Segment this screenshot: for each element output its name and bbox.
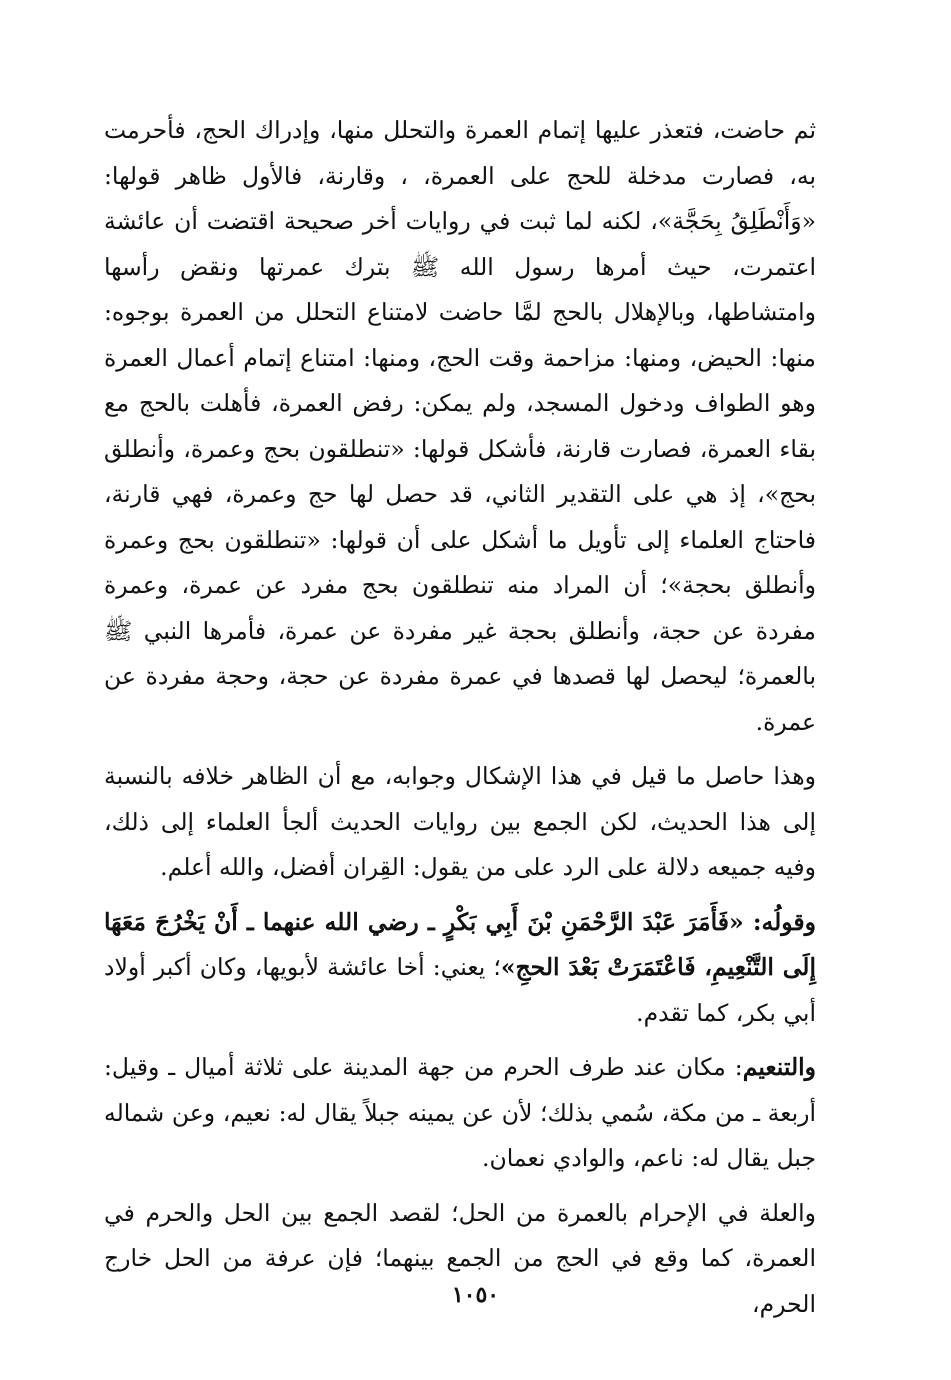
page-number: ١٠٥٠ <box>451 1282 500 1308</box>
paragraph-1 <box>104 108 816 745</box>
paragraph-1-text: ثم حاضت، فتعذر عليها إتمام العمرة والتحلل منها، وإدراك الحج، فأحرمت به، فصارت مدخلة للحج على العمرة، ، وقارنة، فالأول ظاهر قولها: «وَأَنْطَلِقُ بِحَجَّة»، لكنه لما ثبت في روايات أخر صحيحة اقتضت أن عائشة اعتمرت، حيث أمرها رسول الله ﷺ بترك عمرتها ونقض رأسها وامتشاطها، وبالإهلال بالحج لمَّا حاضت لامتناع التحلل من العمرة بوجوه: منها: الحيض، ومنها: مزاحمة وقت الحج، ومنها: امتناع إتمام أعمال العمرة وهو الطواف ودخول المسجد، ولم يمكن: رفض العمرة، فأهلت بالحج مع بقاء العمرة، فصارت قارنة، فأشكل قولها: «تنطلقون بحج وعمرة، وأنطلق بحج»، إذ هي على التقدير الثاني، قد حصل لها حج وعمرة، فهي قارنة، فاحتاج العلماء إلى تأويل ما أشكل على أن قولها: «تنطلقون بحج وعمرة وأنطلق بحجة»؛ أن المراد منه تنطلقون بحج مفرد عن عمرة، وعمرة مفردة عن حجة، وأنطلق بحجة غير مفردة عن عمرة، فأمرها النبي ﷺ بالعمرة؛ ليحصل لها قصدها في عمرة مفردة عن حجة، وحجة مفردة عن عمرة. <box>104 116 816 736</box>
page-body <box>104 108 816 1327</box>
paragraph-4-lead: والتنعيم <box>742 1053 816 1081</box>
paragraph-5-text: والعلة في الإحرام بالعمرة من الحل؛ لقصد الجمع بين الحل والحرم في العمرة، كما وقع في الحج من الجمع بينهما؛ فإن عرفة من الحل خارج الحرم، <box>104 1198 816 1318</box>
paragraph-3-text: ؛ يعني: أخا عائشة لأبويها، وكان أكبر أولاد أبي بكر، كما تقدم. <box>104 953 816 1027</box>
paragraph-2 <box>104 754 816 891</box>
paragraph-4-text: : مكان عند طرف الحرم من جهة المدينة على ثلاثة أميال ـ وقيل: أربعة ـ من مكة، سُمي بذلك؛ لأن عن يمينه جبلاً يقال له: نعيم، وعن شماله جبل يقال له: ناعم، والوادي نعمان. <box>104 1053 816 1172</box>
paragraph-4 <box>104 1045 816 1182</box>
paragraph-2-text: وهذا حاصل ما قيل في هذا الإشكال وجوابه، مع أن الظاهر خلافه بالنسبة إلى هذا الحديث، لكن الجمع بين روايات الحديث ألجأ العلماء إلى ذلك، وفيه جميعه دلالة على الرد على من يقول: القِران أفضل، والله أعلم. <box>104 762 816 881</box>
paragraph-3-lead: وقولُه: «فَأَمَرَ عَبْدَ الرَّحْمَنِ بْنَ أَبِي بَكْرٍ ـ رضي الله عنهما ـ أَنْ يَخْرُجَ مَعَهَا إِلَى التَّنْعِيمِ، فَاعْتَمَرَتْ بَعْدَ الحجِ» <box>104 907 816 981</box>
paragraph-3 <box>104 900 816 1037</box>
